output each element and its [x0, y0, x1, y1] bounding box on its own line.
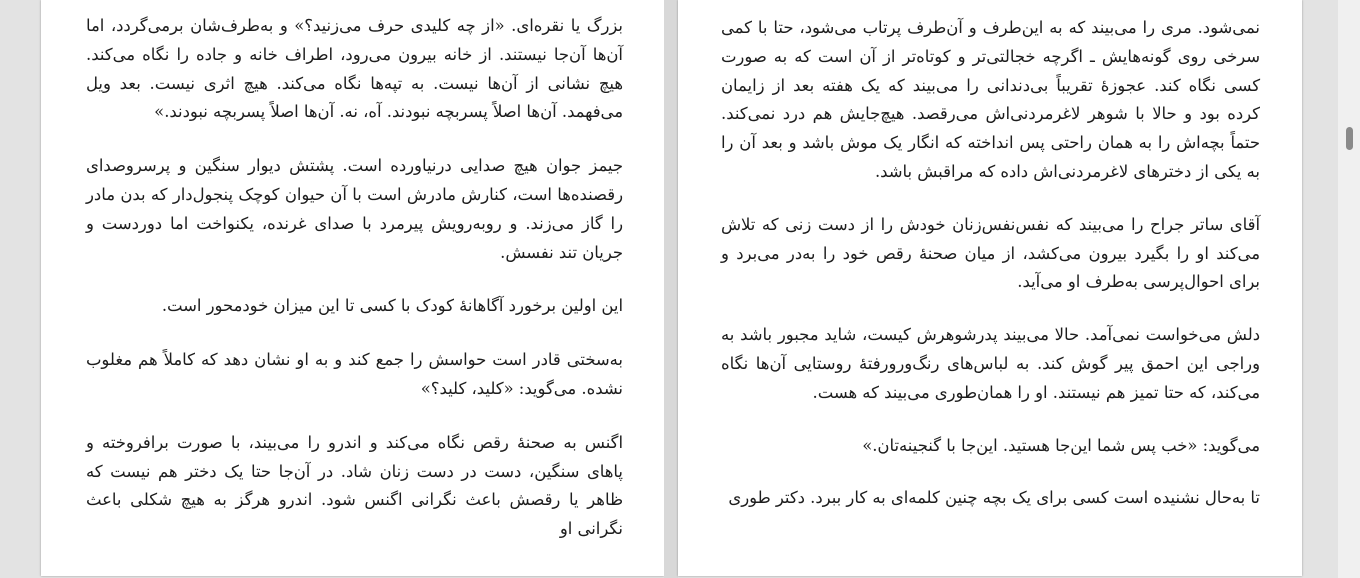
paragraph: این اولین برخورد آگاهانهٔ کودک با کسی تا این میزان خودمحور است.: [161, 296, 623, 316]
right-page: [678, 0, 1302, 576]
paragraph: به‌سختی قادر است حواسش را جمع کند و به او نشان دهد که کاملاً هم مغلوب نشده. می‌گوید: «کلید، کلید؟»: [86, 350, 623, 398]
paragraph: تا به‌حال نشنیده است کسی برای یک بچه چنین کلمه‌ای به کار ببرد. دکتر طوری: [728, 488, 1260, 508]
paragraph: دلش می‌خواست نمی‌آمد. حالا می‌بیند پدرشوهرش کیست، شاید مجبور باشد به وراجی این احمق پیر گوش کند. به لباس‌های رنگ‌ورورفتهٔ روستایی آن‌ها نگاه می‌کند، که حتا تمیز هم نیستند. او را همان‌طوری می‌بیند که هست.: [721, 325, 1260, 402]
left-page-text: [86, 12, 623, 569]
scrollbar-thumb[interactable]: [1346, 127, 1353, 150]
paragraph: بزرگ یا نقره‌ای. «از چه کلیدی حرف می‌زنید؟» و به‌طرف‌شان برمی‌گردد، اما آن‌ها آن‌جا نیستند. از خانه بیرون می‌رود، اطراف خانه و جاده را نگاه می‌کند. هیچ نشانی از آن‌ها نیست. به تپه‌ها نگاه می‌کند. هیچ اثری نیست. بعد ویل می‌فهمد. آن‌ها اصلاً پسربچه نبودند. آه، نه. آن‌ها اصلاً پسربچه نبودند.»: [86, 16, 623, 122]
right-page-text: [721, 14, 1260, 537]
left-page: [41, 0, 664, 576]
page-gutter: [664, 0, 678, 578]
paragraph: نمی‌شود. مری را می‌بیند که به این‌طرف و آن‌طرف پرتاب می‌شود، حتا با کمی سرخی روی گونه‌هایش ـ اگرچه خجالتی‌تر و کوتاه‌تر از آن است که به صورت کسی نگاه کند. عجوزهٔ تقریباً بی‌دندانی را می‌بیند که یک هفته بعد از زایمان کرده بود و حالا با شوهر لاغرمردنی‌اش می‌رقصد. هیچ‌جایش هم درد نمی‌کند. حتماً بچه‌اش را به همان راحتی پس انداخته که انگار یک موش باشد و بعد آن را به یکی از دخترهای لاغرمردنی‌اش داده که مراقبش باشد.: [721, 18, 1260, 181]
paragraph: آقای ساتر جراح را می‌بیند که نفس‌نفس‌زنان خودش را از دست زنی که تلاش می‌کند او را بگیرد بیرون می‌کشد، از میان صحنهٔ رقص خود را به‌در می‌برد و برای احوال‌پرسی به‌طرف او می‌آید.: [721, 214, 1260, 292]
paragraph: اگنس به صحنهٔ رقص نگاه می‌کند و اندرو را می‌بیند، با صورت برافروخته و پاهای سنگین، دست در دست زنان شاد. در آن‌جا حتا یک دختر هم نیست که ظاهر یا رقصش باعث نگرانی اگنس شود. اندرو هرگز به هیچ شکلی باعث نگرانی او: [86, 432, 623, 539]
vertical-scrollbar[interactable]: [1338, 0, 1360, 578]
paragraph: می‌گوید: «خب پس شما این‌جا هستید. این‌جا با گنجینه‌تان.»: [862, 435, 1260, 455]
paragraph: جیمز جوان هیچ صدایی درنیاورده است. پشتش دیوار سنگین و پرسروصدای رقصنده‌ها است، کنارش مادرش است با آن حیوان کوچک پنجول‌دار که بدن مادر را گاز می‌زند. و روبه‌رویش پیرمرد با صدای غرنده، یکنواخت اما دوردست و جریان تند نفسش.: [86, 156, 623, 262]
